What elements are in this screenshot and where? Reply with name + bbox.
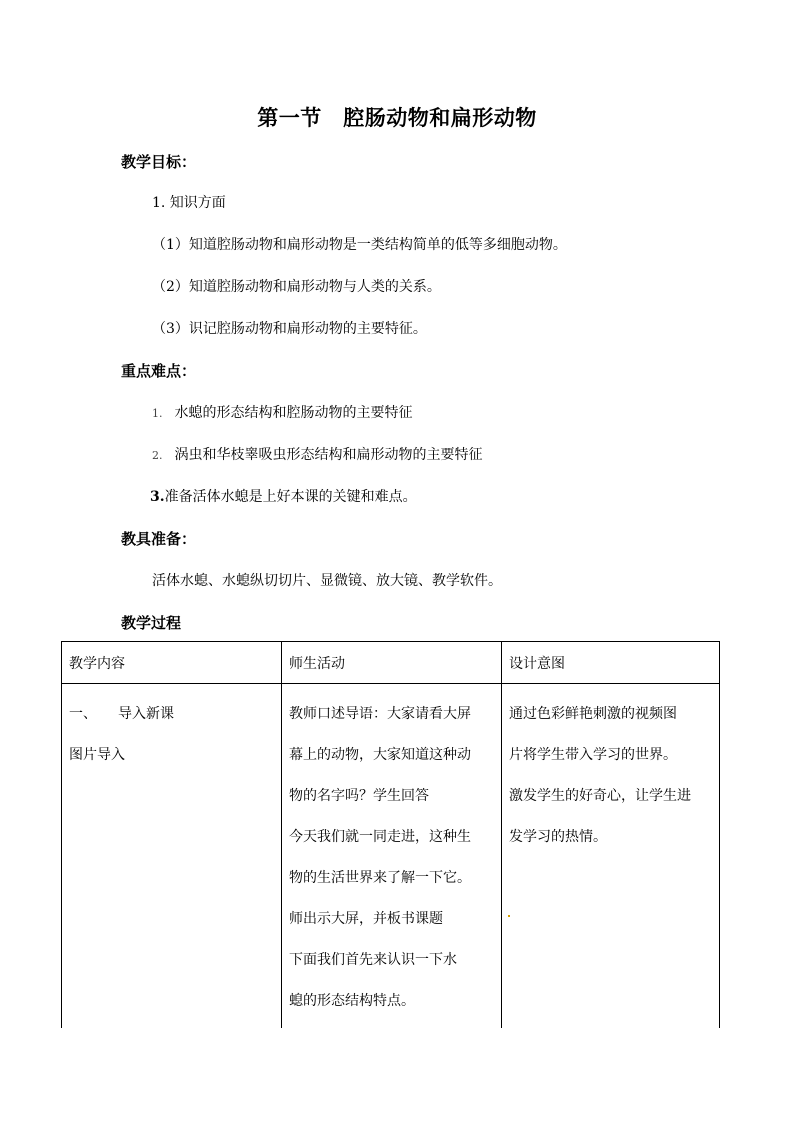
objective-item-3: （3）识记腔肠动物和扁形动物的主要特征。 bbox=[152, 321, 427, 337]
content-cell bbox=[62, 684, 282, 1029]
objectives-heading: 教学目标： bbox=[121, 153, 197, 171]
activity-line-3: 物的名字吗？学生回答 bbox=[289, 788, 429, 804]
key-point-1-text: 水螅的形态结构和腔肠动物的主要特征 bbox=[174, 405, 413, 421]
objective-item-1: （1）知道腔肠动物和扁形动物是一类结构简单的低等多细胞动物。 bbox=[152, 237, 567, 253]
activity-line-6: 师出示大屏，并板书课题 bbox=[289, 911, 443, 927]
objective-item-2: （2）知道腔肠动物和扁形动物与人类的关系。 bbox=[152, 279, 441, 295]
activity-line-2: 幕上的动物，大家知道这种动 bbox=[289, 747, 471, 763]
process-table bbox=[61, 641, 720, 1028]
activity-line-4: 今天我们就一同走进，这种生 bbox=[289, 829, 471, 845]
key-point-2-text: 涡虫和华枝睾吸虫形态结构和扁形动物的主要特征 bbox=[174, 447, 483, 463]
key-point-1-number: 1. bbox=[152, 407, 163, 420]
intent-cell bbox=[502, 684, 720, 1029]
intent-line-4: 发学习的热情。 bbox=[509, 829, 607, 845]
table-row bbox=[62, 684, 720, 1029]
page-title: 第一节 腔肠动物和扁形动物 bbox=[257, 105, 537, 130]
key-point-2 bbox=[152, 444, 483, 464]
content-line-2: 图片导入 bbox=[69, 747, 125, 763]
materials-heading: 教具准备： bbox=[121, 530, 197, 548]
table-header-row bbox=[62, 642, 720, 684]
intent-line-3: 激发学生的好奇心，让学生进 bbox=[509, 788, 691, 804]
activity-line-5: 物的生活世界来了解一下它。 bbox=[289, 870, 471, 886]
key-point-3 bbox=[150, 486, 417, 506]
key-points-heading: 重点难点： bbox=[121, 362, 197, 380]
intent-line-1: 通过色彩鲜艳刺激的视频图 bbox=[509, 706, 677, 722]
header-content: 教学内容 bbox=[62, 642, 282, 684]
stray-mark bbox=[508, 915, 510, 917]
content-line-1: 一、 导入新课 bbox=[69, 706, 174, 722]
process-heading: 教学过程 bbox=[121, 614, 182, 632]
materials-text: 活体水螅、水螅纵切切片、显微镜、放大镜、教学软件。 bbox=[152, 573, 502, 589]
activity-cell bbox=[282, 684, 502, 1029]
header-intent: 设计意图 bbox=[502, 642, 720, 684]
header-activity: 师生活动 bbox=[282, 642, 502, 684]
activity-line-8: 螅的形态结构特点。 bbox=[289, 993, 415, 1009]
key-point-3-number: 3. bbox=[150, 489, 165, 505]
activity-line-7: 下面我们首先来认识一下水 bbox=[289, 952, 457, 968]
key-point-1 bbox=[152, 402, 413, 422]
knowledge-label: 1. 知识方面 bbox=[152, 195, 226, 211]
key-point-2-number: 2. bbox=[152, 449, 163, 462]
intent-line-2: 片将学生带入学习的世界。 bbox=[509, 747, 677, 763]
key-point-3-text: 准备活体水螅是上好本课的关键和难点。 bbox=[164, 489, 417, 505]
activity-line-1: 教师口述导语：大家请看大屏 bbox=[289, 706, 471, 722]
